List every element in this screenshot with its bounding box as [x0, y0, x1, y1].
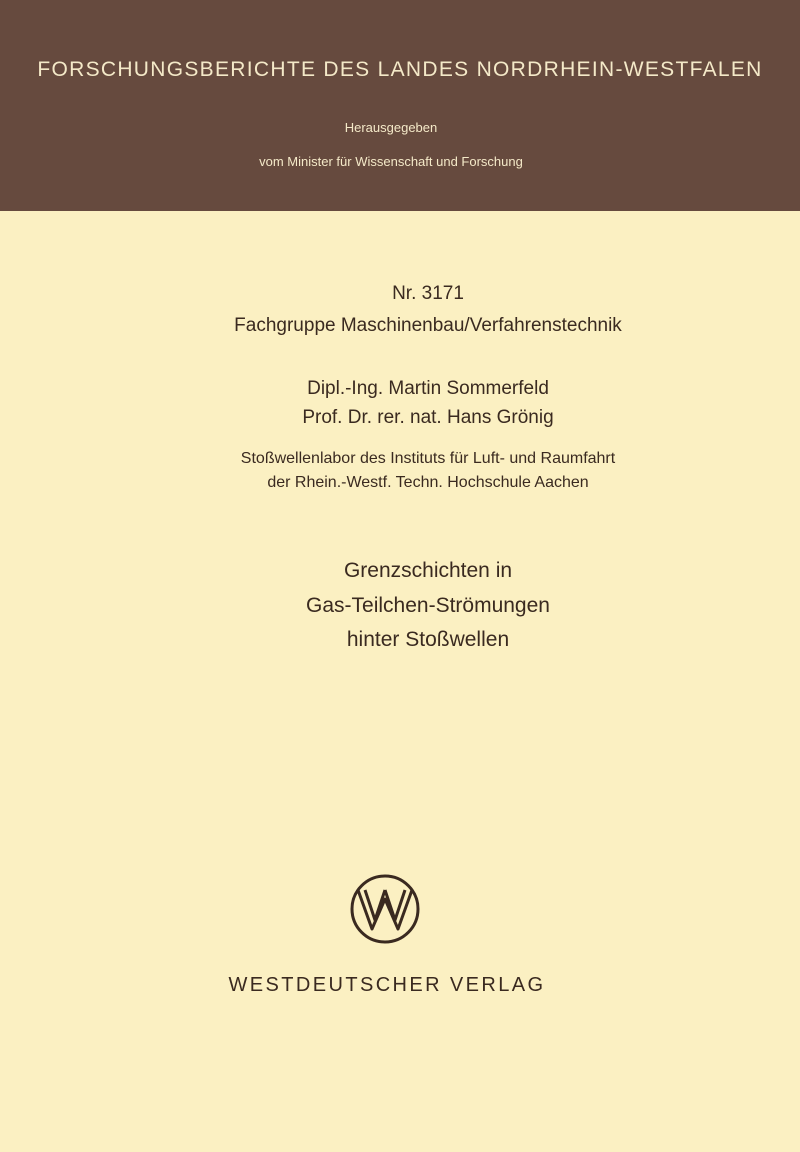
- title-line-2: Gas-Teilchen-Strömungen: [306, 594, 550, 617]
- title-line-1: Grenzschichten in: [343, 559, 513, 582]
- westdeutscher-verlag-ww-logo-icon: [349, 873, 421, 945]
- institution-line-2: der Rhein.-Westf. Techn. Hochschule Aachen: [267, 474, 589, 491]
- header-band: [0, 0, 800, 211]
- publisher-name: WESTDEUTSCHER VERLAG: [228, 974, 546, 996]
- author-2: Prof. Dr. rer. nat. Hans Grönig: [302, 407, 554, 428]
- subject-group: Fachgruppe Maschinenbau/Verfahrenstechnik: [234, 315, 622, 336]
- institution-line-1: Stoßwellenlabor des Instituts für Luft- und Raumfahrt: [240, 450, 616, 467]
- author-1: Dipl.-Ing. Martin Sommerfeld: [307, 378, 549, 399]
- published-by-label: Herausgegeben: [344, 120, 438, 135]
- title-line-3: hinter Stoßwellen: [346, 628, 510, 651]
- series-title: FORSCHUNGSBERICHTE DES LANDES NORDRHEIN-WESTFALEN: [37, 58, 763, 81]
- publisher-organization: vom Minister für Wissenschaft und Forschung: [259, 154, 523, 169]
- report-number: Nr. 3171: [392, 283, 464, 304]
